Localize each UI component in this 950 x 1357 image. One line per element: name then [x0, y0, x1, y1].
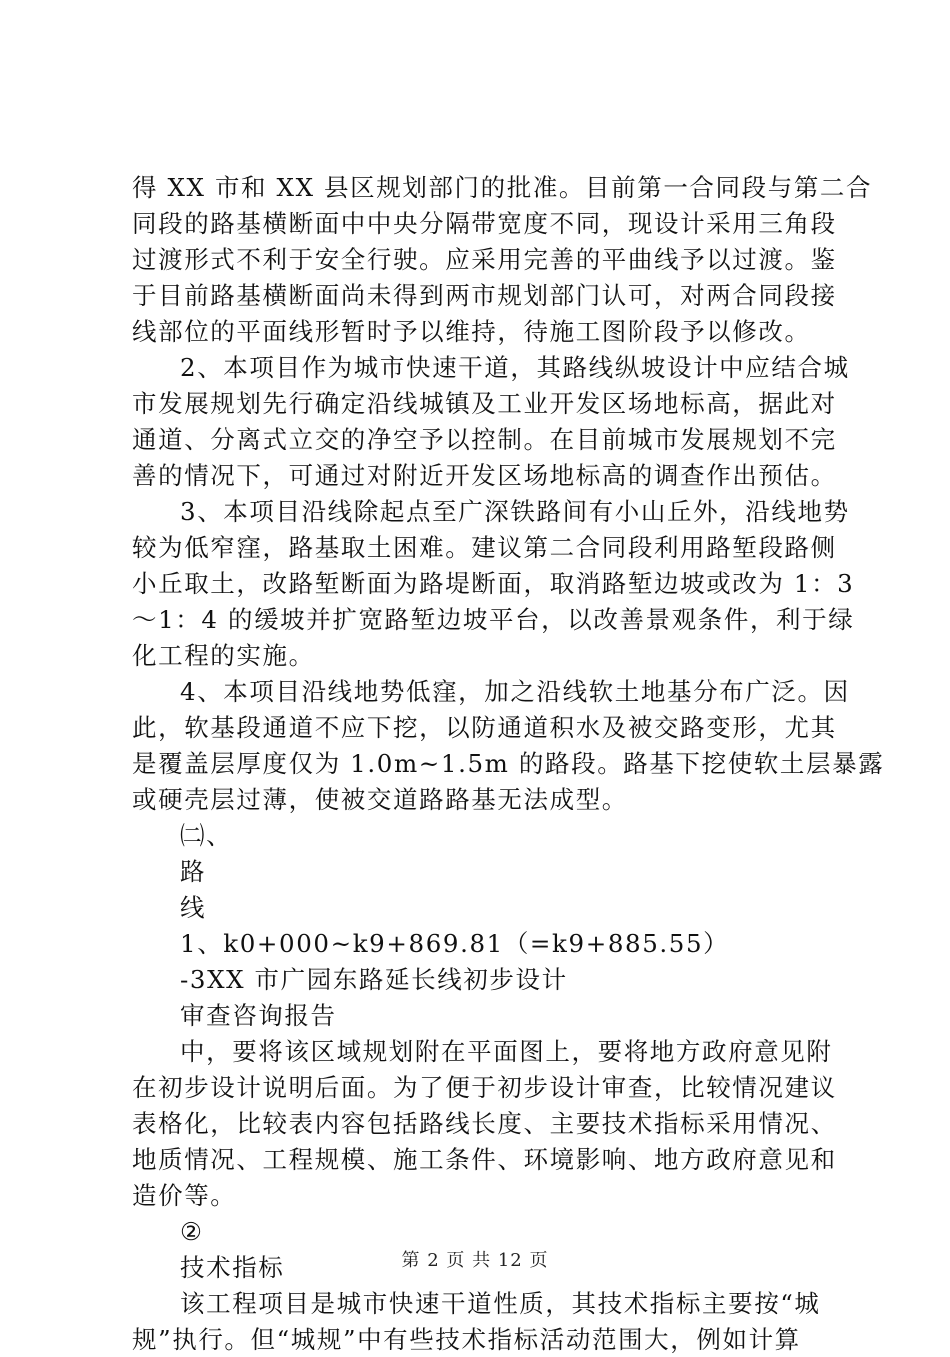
text-line: 于目前路基横断面尚未得到两市规划部门认可，对两合同段接	[132, 281, 837, 310]
text-line: 小丘取土，改路堑断面为路堤断面，取消路堑边坡或改为 1：3	[132, 569, 855, 598]
text-line: 审查咨询报告	[180, 1001, 337, 1030]
section-heading: 技术指标	[180, 1253, 285, 1282]
text-line: ～1：4 的缓坡并扩宽路堑边坡平台，以改善景观条件，利于绿	[132, 605, 855, 634]
section-heading: ㈡、	[180, 821, 233, 850]
text-line: 化工程的实施。	[132, 641, 315, 670]
text-line: 表格化，比较表内容包括路线长度、主要技术指标采用情况、	[132, 1109, 837, 1138]
text-line: 在初步设计说明后面。为了便于初步设计审查，比较情况建议	[132, 1073, 837, 1102]
section-heading: 线	[180, 893, 207, 922]
page-number-footer: 第 2 页 共 12 页	[401, 1250, 549, 1271]
text-line: 得 XX 市和 XX 县区规划部门的批准。目前第一合同段与第二合	[132, 173, 873, 202]
section-heading: 路	[180, 857, 207, 886]
text-line: 此，软基段通道不应下挖，以防通道积水及被交路变形，尤其	[132, 713, 837, 742]
text-line: 4、本项目沿线地势低窪，加之沿线软土地基分布广泛。因	[180, 677, 850, 706]
text-line: 或硬壳层过薄，使被交道路路基无法成型。	[132, 785, 628, 814]
text-line: 1、k0+000~k9+869.81（=k9+885.55）	[180, 929, 730, 958]
text-line: 3、本项目沿线除起点至广深铁路间有小山丘外，沿线地势	[180, 497, 850, 526]
text-line: 地质情况、工程规模、施工条件、环境影响、地方政府意见和	[132, 1145, 837, 1174]
text-line: 造价等。	[132, 1181, 237, 1210]
text-line: 中，要将该区域规划附在平面图上，要将地方政府意见附	[180, 1037, 833, 1066]
text-line: 善的情况下，可通过对附近开发区场地标高的调查作出预估。	[132, 461, 837, 490]
section-heading: ②	[180, 1217, 204, 1246]
text-line: 较为低窄窪，路基取土困难。建议第二合同段利用路堑段路侧	[132, 533, 837, 562]
text-line: 同段的路基横断面中中央分隔带宽度不同，现设计采用三角段	[132, 209, 837, 238]
text-line: 线部位的平面线形暂时予以维持，待施工图阶段予以修改。	[132, 317, 811, 346]
text-line: 市发展规划先行确定沿线城镇及工业开发区场地标高，据此对	[132, 389, 837, 418]
text-line: 过渡形式不利于安全行驶。应采用完善的平曲线予以过渡。鉴	[132, 245, 837, 274]
text-line: 该工程项目是城市快速干道性质，其技术指标主要按“城	[180, 1289, 821, 1318]
text-line: 2、本项目作为城市快速干道，其路线纵坡设计中应结合城	[180, 353, 850, 382]
text-line: 规”执行。但“城规”中有些技术指标活动范围大，例如计算	[132, 1325, 801, 1354]
text-line: -3XX 市广园东路延长线初步设计	[180, 965, 568, 994]
text-line: 通道、分离式立交的净空予以控制。在目前城市发展规划不完	[132, 425, 837, 454]
text-line: 是覆盖层厚度仅为 1.0m~1.5m 的路段。路基下挖使软土层暴露	[132, 749, 885, 778]
